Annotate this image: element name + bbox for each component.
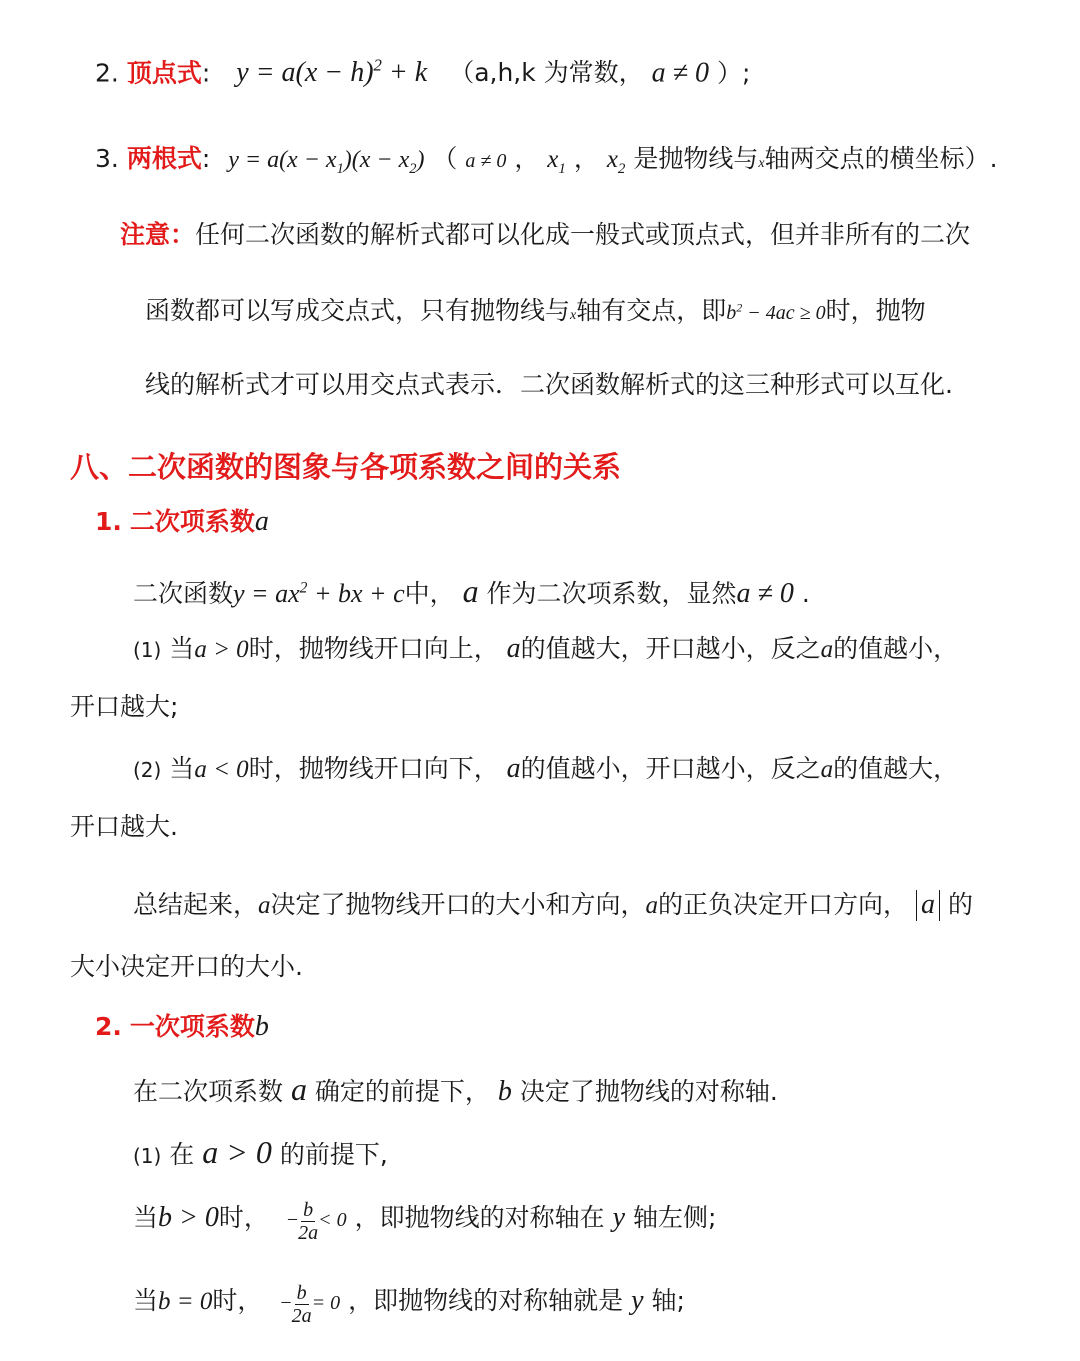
condition: a > 0 — [202, 1134, 272, 1170]
sub1-summary — [133, 890, 973, 921]
var-a: a — [258, 892, 271, 919]
sub2-case1 — [133, 1133, 388, 1171]
var-a: a — [820, 756, 834, 783]
root-form-label: 两根式 — [126, 144, 202, 173]
text: 时，抛物线开口向上， — [248, 634, 499, 663]
root-text-end: 轴两交点的横坐标）. — [764, 144, 998, 173]
var-y: y — [612, 1202, 626, 1234]
var-a: a — [462, 573, 479, 609]
sub1-var: a — [254, 506, 269, 537]
sub2-cond-b-zero — [133, 1283, 685, 1326]
text: 当 — [133, 1286, 159, 1316]
text: 总结起来， — [133, 890, 259, 919]
text: 当 — [169, 754, 195, 783]
comma: ， — [573, 144, 599, 173]
vertex-form-line — [95, 56, 750, 90]
note-text-1: 任何二次函数的解析式都可以化成一般式或顶点式，但并非所有的二次 — [195, 220, 971, 249]
vertex-close: ）; — [716, 58, 751, 88]
item-number: 2. — [95, 58, 119, 88]
note-text-2b: 轴有交点，即 — [576, 296, 727, 325]
note-label: 注意： — [120, 220, 196, 249]
root-x2: $x_2$ — [606, 146, 626, 177]
text: 时， — [218, 1203, 269, 1233]
text: 作为二次项系数，显然 — [486, 579, 737, 608]
case-number: (1) — [133, 1144, 162, 1168]
comma: ， — [514, 144, 540, 173]
text: 决定了抛物线开口的大小和方向， — [270, 890, 646, 919]
text: 时， — [212, 1286, 263, 1316]
condition: b = 0 — [158, 1288, 213, 1316]
case-number: (1) — [133, 638, 162, 662]
var-a: a — [506, 633, 521, 664]
sub1-number: 1. — [95, 507, 122, 536]
condition: a < 0 — [194, 756, 249, 783]
text: ，即抛物线的对称轴在 — [354, 1203, 605, 1233]
text: 的值越大， — [833, 754, 959, 783]
root-text: 是抛物线与 — [633, 144, 759, 173]
item-number: 3. — [95, 144, 119, 173]
sub1-heading — [95, 505, 269, 539]
vertex-formula: $y = a(x - h)^2 + k$ — [236, 56, 428, 89]
case-number: (2) — [133, 758, 162, 782]
sub2-heading — [95, 1010, 269, 1044]
var-a: a — [820, 636, 834, 663]
text: . — [801, 579, 810, 608]
sub1-intro — [133, 572, 810, 611]
sub2-intro — [133, 1070, 778, 1109]
note-text-2a: 函数都可以写成交点式，只有抛物线与 — [145, 296, 571, 325]
vertex-constants-note: （a,h,k 为常数， — [449, 58, 644, 88]
root-open: （ — [432, 144, 458, 173]
axis-expression: − $\frac{b}{2a}$ = 0 — [280, 1282, 341, 1327]
var-a: a — [506, 753, 521, 784]
condition: a ≠ 0 — [736, 578, 794, 609]
text: 的前提下, — [279, 1140, 388, 1169]
var-a: a — [290, 1071, 307, 1107]
sub2-var: b — [254, 1011, 269, 1042]
sub2-number: 2. — [95, 1012, 122, 1041]
root-x-var: x — [758, 156, 765, 171]
colon: : — [201, 58, 211, 88]
vertex-condition: a ≠ 0 — [651, 57, 709, 89]
note-x-var: x — [570, 308, 577, 323]
sub2-cond-b-positive — [133, 1200, 716, 1243]
root-condition: a ≠ 0 — [465, 150, 507, 172]
root-formula: $y = a(x - x_1)(x - x_2)$ — [228, 147, 425, 177]
note-line-1 — [120, 220, 970, 250]
section-heading: 八、二次函数的图象与各项系数之间的关系 — [70, 450, 622, 484]
sub1-case1-end: 开口越大; — [70, 692, 179, 721]
var-b: b — [497, 1076, 512, 1107]
text: 轴; — [651, 1286, 685, 1316]
var-y: y — [631, 1285, 644, 1317]
discriminant-formula: $b^2 - 4ac \ge 0$ — [726, 300, 826, 324]
text: 的值越小， — [833, 634, 959, 663]
abs-a: a — [916, 890, 940, 921]
vertex-form-label: 顶点式 — [126, 58, 202, 88]
note-text-2c: 时，抛物 — [825, 296, 926, 325]
text: 中， — [404, 579, 455, 608]
note-text-3: 线的解析式才可以用交点式表示．二次函数解析式的这三种形式可以互化. — [145, 370, 953, 399]
note-line-3 — [145, 370, 953, 400]
sub2-label: 一次项系数 — [129, 1012, 255, 1041]
sub1-label: 二次项系数 — [129, 507, 255, 536]
text: ，即抛物线的对称轴就是 — [348, 1286, 624, 1316]
text: 当 — [169, 634, 195, 663]
text: 在二次项系数 — [133, 1077, 284, 1106]
text: 的值越大，开口越小，反之 — [520, 634, 821, 663]
text: 在 — [169, 1140, 195, 1169]
quadratic-formula: $y = ax^2$ + bx + c — [233, 579, 405, 608]
sub1-summary-end: 大小决定开口的大小. — [70, 952, 303, 981]
note-line-2 — [145, 296, 926, 326]
text: 轴左侧; — [632, 1203, 717, 1233]
text: 确定的前提下， — [314, 1077, 490, 1106]
text: 当 — [133, 1203, 159, 1233]
axis-expression: − $\frac{b}{2a}$ < 0 — [286, 1199, 347, 1244]
root-x1: $x_1$ — [547, 146, 566, 177]
text: 时，抛物线开口向下， — [248, 754, 499, 783]
text: 的 — [947, 890, 973, 919]
sub1-case2-end: 开口越大. — [70, 812, 178, 841]
colon: : — [201, 144, 211, 173]
text: 的正负决定开口方向， — [658, 890, 909, 919]
condition: b > 0 — [158, 1202, 219, 1234]
condition: a > 0 — [194, 636, 249, 663]
root-form-line — [95, 144, 998, 178]
var-a: a — [645, 892, 659, 919]
text: 决定了抛物线的对称轴. — [519, 1077, 778, 1106]
text: 的值越小，开口越小，反之 — [520, 754, 821, 783]
sub1-case1 — [133, 632, 958, 666]
text: 二次函数 — [133, 579, 234, 608]
sub1-case2 — [133, 752, 958, 786]
